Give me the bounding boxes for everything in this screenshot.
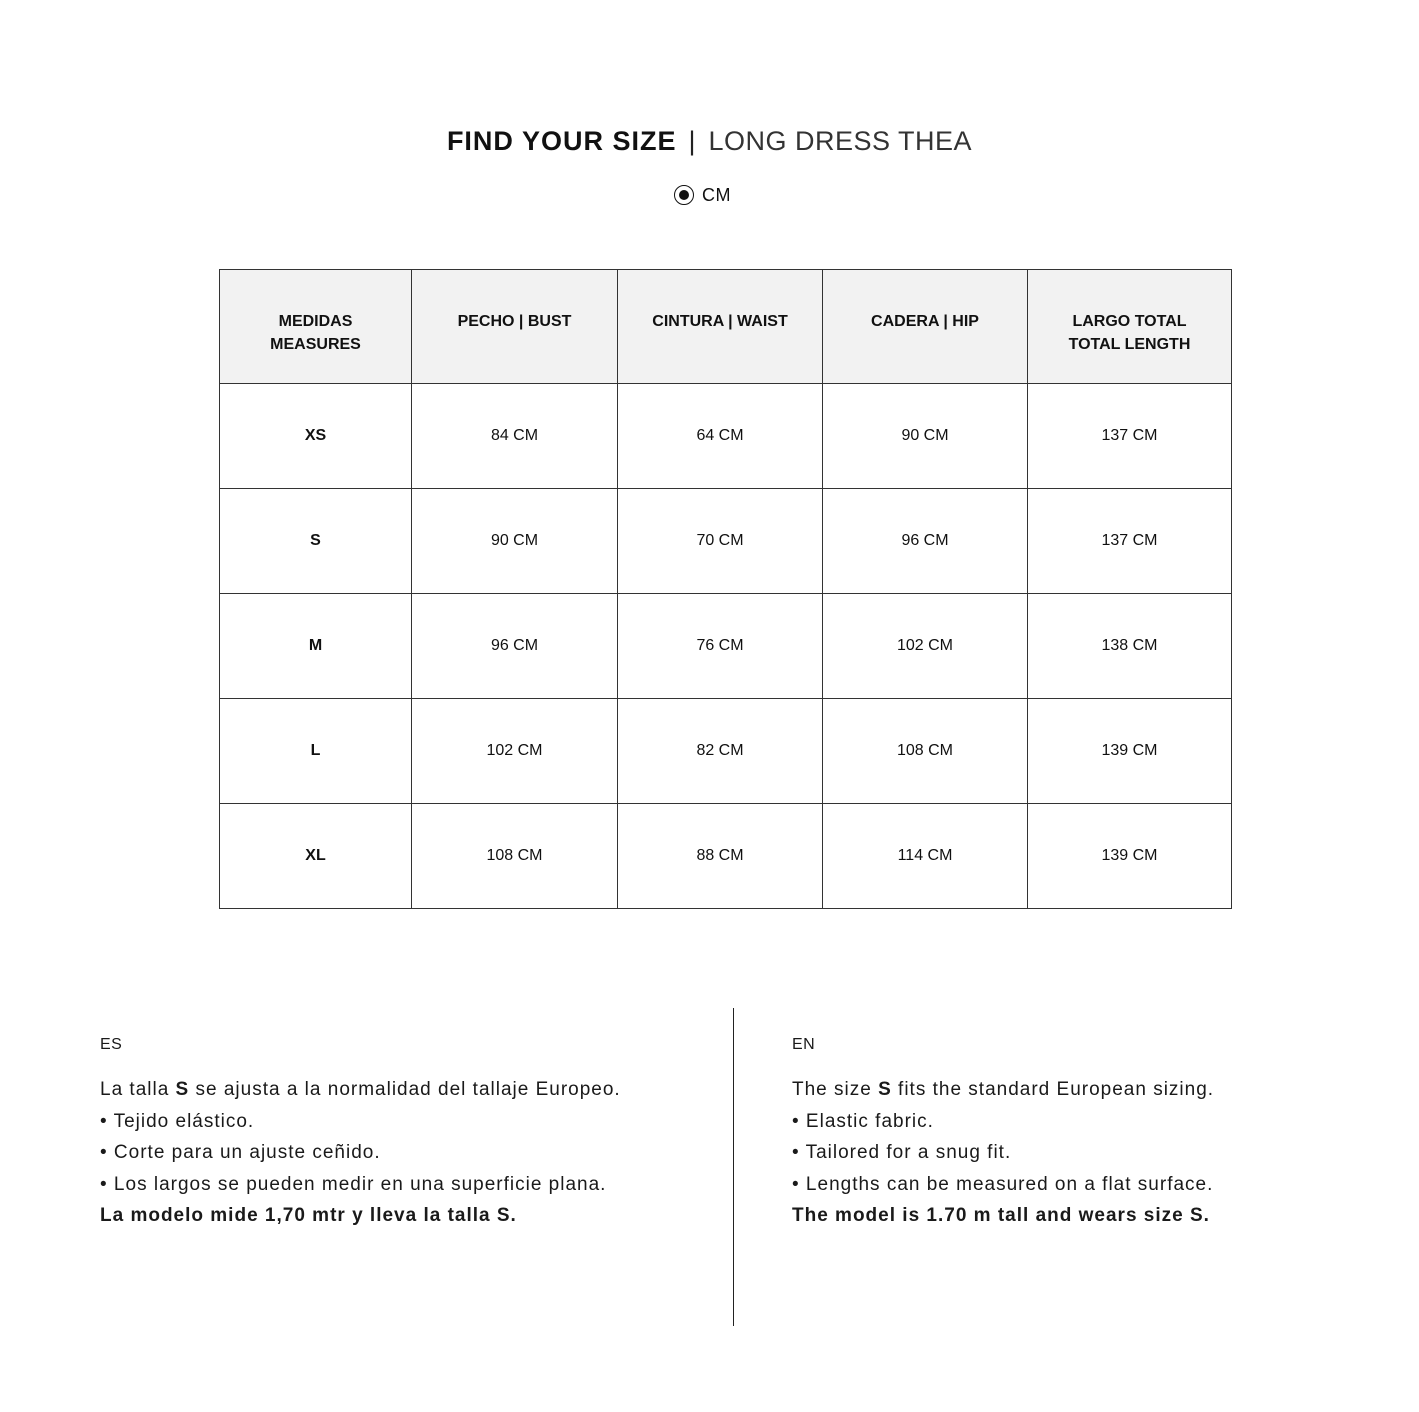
length-cell: 137 CM bbox=[1028, 384, 1232, 489]
model-note-es: La modelo mide 1,70 mtr y lleva la talla S. bbox=[100, 1205, 517, 1226]
table-header-row bbox=[220, 270, 1232, 384]
hip-cell: 114 CM bbox=[823, 804, 1028, 909]
table-row bbox=[220, 699, 1232, 804]
bust-cell: 90 CM bbox=[412, 489, 618, 594]
header-bust: PECHO | BUST bbox=[412, 270, 618, 384]
length-cell: 137 CM bbox=[1028, 489, 1232, 594]
product-name: LONG DRESS THEA bbox=[708, 126, 973, 156]
table-row bbox=[220, 384, 1232, 489]
size-cell: XL bbox=[220, 804, 412, 909]
model-note-en: The model is 1.70 m tall and wears size S. bbox=[792, 1205, 1210, 1226]
bullet-es: • Tejido elástico. bbox=[100, 1110, 255, 1132]
length-cell: 139 CM bbox=[1028, 804, 1232, 909]
bullet-es: • Los largos se pueden medir en una superficie plana. bbox=[100, 1173, 607, 1195]
bullet-en: • Tailored for a snug fit. bbox=[792, 1142, 1012, 1163]
bullet-en: • Elastic fabric. bbox=[792, 1110, 934, 1132]
hip-cell: 96 CM bbox=[823, 489, 1028, 594]
lang-label-es: ES bbox=[100, 1036, 123, 1053]
waist-cell: 76 CM bbox=[618, 594, 823, 699]
column-divider bbox=[733, 1008, 734, 1326]
radio-selected-icon[interactable] bbox=[674, 185, 694, 205]
header-measures: MEDIDAS MEASURES bbox=[220, 270, 412, 384]
waist-cell: 88 CM bbox=[618, 804, 823, 909]
length-cell: 139 CM bbox=[1028, 699, 1232, 804]
table-row bbox=[220, 594, 1232, 699]
size-cell: L bbox=[220, 699, 412, 804]
bullet-en: • Lengths can be measured on a flat surface. bbox=[792, 1173, 1214, 1195]
waist-cell: 82 CM bbox=[618, 699, 823, 804]
bullet-es: • Corte para un ajuste ceñido. bbox=[100, 1142, 381, 1163]
bust-cell: 84 CM bbox=[412, 384, 618, 489]
header-hip: CADERA | HIP bbox=[823, 270, 1028, 384]
hip-cell: 102 CM bbox=[823, 594, 1028, 699]
bust-cell: 96 CM bbox=[412, 594, 618, 699]
bust-cell: 108 CM bbox=[412, 804, 618, 909]
lang-label-en: EN bbox=[792, 1036, 816, 1053]
hip-cell: 108 CM bbox=[823, 699, 1028, 804]
waist-cell: 64 CM bbox=[618, 384, 823, 489]
notes-es bbox=[100, 1034, 621, 1232]
page-title bbox=[0, 124, 1419, 158]
fit-note-es: La talla S se ajusta a la normalidad del tallaje Europeo. bbox=[100, 1079, 621, 1100]
title-separator: | bbox=[688, 126, 697, 156]
title-main: FIND YOUR SIZE bbox=[446, 126, 677, 156]
size-table bbox=[219, 269, 1232, 909]
length-cell: 138 CM bbox=[1028, 594, 1232, 699]
unit-label: CM bbox=[702, 184, 731, 205]
header-waist: CINTURA | WAIST bbox=[618, 270, 823, 384]
size-cell: M bbox=[220, 594, 412, 699]
waist-cell: 70 CM bbox=[618, 489, 823, 594]
notes-en bbox=[792, 1034, 1214, 1232]
bust-cell: 102 CM bbox=[412, 699, 618, 804]
header-length: LARGO TOTAL TOTAL LENGTH bbox=[1028, 270, 1232, 384]
size-cell: XS bbox=[220, 384, 412, 489]
table-row bbox=[220, 489, 1232, 594]
table-row bbox=[220, 804, 1232, 909]
hip-cell: 90 CM bbox=[823, 384, 1028, 489]
unit-selector[interactable] bbox=[674, 182, 731, 208]
size-cell: S bbox=[220, 489, 412, 594]
fit-note-en: The size S fits the standard European sizing. bbox=[792, 1079, 1215, 1100]
